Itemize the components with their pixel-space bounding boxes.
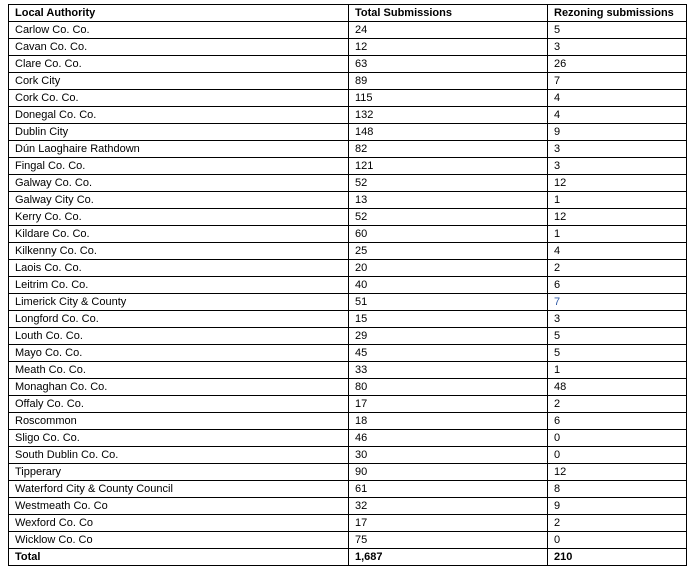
total-submissions-cell: 30 xyxy=(349,447,548,464)
total-submissions-cell: 13 xyxy=(349,192,548,209)
total-label: Total xyxy=(9,549,349,566)
header-local-authority: Local Authority xyxy=(9,5,349,22)
total-submissions-cell: 60 xyxy=(349,226,548,243)
table-row xyxy=(9,158,687,175)
table-row xyxy=(9,175,687,192)
total-submissions-cell: 75 xyxy=(349,532,548,549)
table-row xyxy=(9,464,687,481)
total-submissions-cell: 52 xyxy=(349,175,548,192)
table-edge-mark xyxy=(686,38,687,54)
table-row xyxy=(9,532,687,549)
total-submissions-cell: 46 xyxy=(349,430,548,447)
rezoning-submissions-cell: 0 xyxy=(548,447,687,464)
table-row xyxy=(9,311,687,328)
table-row xyxy=(9,362,687,379)
rezoning-submissions-cell: 5 xyxy=(548,345,687,362)
total-submissions-cell: 17 xyxy=(349,396,548,413)
rezoning-submissions-cell: 1 xyxy=(548,226,687,243)
table-row xyxy=(9,294,687,311)
total-submissions-cell: 82 xyxy=(349,141,548,158)
rezoning-submissions-cell: 9 xyxy=(548,498,687,515)
local-authority-cell: Clare Co. Co. xyxy=(9,56,349,73)
table-row xyxy=(9,73,687,90)
local-authority-cell: Galway Co. Co. xyxy=(9,175,349,192)
rezoning-submissions-cell: 2 xyxy=(548,396,687,413)
rezoning-submissions-cell: 6 xyxy=(548,277,687,294)
total-submissions-cell: 29 xyxy=(349,328,548,345)
rezoning-submissions-cell: 1 xyxy=(548,192,687,209)
total-submissions-cell: 89 xyxy=(349,73,548,90)
rezoning-submissions-cell: 12 xyxy=(548,175,687,192)
table-row xyxy=(9,22,687,39)
rezoning-submissions-cell: 48 xyxy=(548,379,687,396)
local-authority-cell: Laois Co. Co. xyxy=(9,260,349,277)
local-authority-cell: Sligo Co. Co. xyxy=(9,430,349,447)
local-authority-cell: Westmeath Co. Co xyxy=(9,498,349,515)
table-row xyxy=(9,481,687,498)
total-submissions-cell: 20 xyxy=(349,260,548,277)
total-row xyxy=(9,549,687,566)
total-submissions-cell: 45 xyxy=(349,345,548,362)
rezoning-submissions-cell: 8 xyxy=(548,481,687,498)
rezoning-submissions-cell: 3 xyxy=(548,39,687,56)
local-authority-cell: Monaghan Co. Co. xyxy=(9,379,349,396)
total-submissions-cell: 18 xyxy=(349,413,548,430)
total-submissions-cell: 90 xyxy=(349,464,548,481)
table-row xyxy=(9,260,687,277)
total-submissions-cell: 115 xyxy=(349,90,548,107)
local-authority-cell: South Dublin Co. Co. xyxy=(9,447,349,464)
table-row xyxy=(9,430,687,447)
total-submissions-cell: 33 xyxy=(349,362,548,379)
total-submissions-cell: 132 xyxy=(349,107,548,124)
table-body xyxy=(9,22,687,549)
table-row xyxy=(9,141,687,158)
table-row xyxy=(9,498,687,515)
rezoning-submissions-cell: 4 xyxy=(548,107,687,124)
total-submissions-cell: 17 xyxy=(349,515,548,532)
total-submissions-cell: 51 xyxy=(349,294,548,311)
table-row xyxy=(9,447,687,464)
submissions-table xyxy=(8,4,687,566)
rezoning-submissions-cell: 0 xyxy=(548,532,687,549)
local-authority-cell: Donegal Co. Co. xyxy=(9,107,349,124)
local-authority-cell: Mayo Co. Co. xyxy=(9,345,349,362)
local-authority-cell: Cork City xyxy=(9,73,349,90)
rezoning-submissions-cell: 7 xyxy=(548,294,687,311)
local-authority-cell: Tipperary xyxy=(9,464,349,481)
table-row xyxy=(9,39,687,56)
total-submissions-cell: 25 xyxy=(349,243,548,260)
rezoning-submissions-cell: 2 xyxy=(548,515,687,532)
local-authority-cell: Waterford City & County Council xyxy=(9,481,349,498)
local-authority-cell: Louth Co. Co. xyxy=(9,328,349,345)
table-row xyxy=(9,243,687,260)
table-row xyxy=(9,192,687,209)
rezoning-submissions-cell: 7 xyxy=(548,73,687,90)
rezoning-submissions-cell: 12 xyxy=(548,464,687,481)
rezoning-submissions-cell: 1 xyxy=(548,362,687,379)
table-row xyxy=(9,379,687,396)
rezoning-submissions-cell: 2 xyxy=(548,260,687,277)
total-submissions-cell: 15 xyxy=(349,311,548,328)
table-row xyxy=(9,345,687,362)
rezoning-submissions-cell: 3 xyxy=(548,141,687,158)
local-authority-cell: Cavan Co. Co. xyxy=(9,39,349,56)
table-row xyxy=(9,90,687,107)
table-row xyxy=(9,515,687,532)
total-submissions-cell: 32 xyxy=(349,498,548,515)
rezoning-submissions-cell: 12 xyxy=(548,209,687,226)
header-row xyxy=(9,5,687,22)
table-row xyxy=(9,209,687,226)
local-authority-cell: Cork Co. Co. xyxy=(9,90,349,107)
local-authority-cell: Offaly Co. Co. xyxy=(9,396,349,413)
local-authority-cell: Galway City Co. xyxy=(9,192,349,209)
rezoning-submissions-cell: 0 xyxy=(548,430,687,447)
table-row xyxy=(9,413,687,430)
rezoning-submissions-cell: 5 xyxy=(548,328,687,345)
total-submissions-cell: 148 xyxy=(349,124,548,141)
local-authority-cell: Kilkenny Co. Co. xyxy=(9,243,349,260)
rezoning-submissions-cell: 4 xyxy=(548,243,687,260)
local-authority-cell: Meath Co. Co. xyxy=(9,362,349,379)
total-submissions-cell: 52 xyxy=(349,209,548,226)
local-authority-cell: Kerry Co. Co. xyxy=(9,209,349,226)
local-authority-cell: Kildare Co. Co. xyxy=(9,226,349,243)
table-row xyxy=(9,56,687,73)
total-submissions-cell: 121 xyxy=(349,158,548,175)
local-authority-cell: Fingal Co. Co. xyxy=(9,158,349,175)
total-rezoning: 210 xyxy=(548,549,687,566)
table-row xyxy=(9,226,687,243)
total-submissions-cell: 24 xyxy=(349,22,548,39)
header-total-submissions: Total Submissions xyxy=(349,5,548,22)
local-authority-cell: Roscommon xyxy=(9,413,349,430)
rezoning-submissions-cell: 6 xyxy=(548,413,687,430)
rezoning-submissions-cell: 5 xyxy=(548,22,687,39)
local-authority-cell: Longford Co. Co. xyxy=(9,311,349,328)
rezoning-submissions-cell: 4 xyxy=(548,90,687,107)
local-authority-cell: Dún Laoghaire Rathdown xyxy=(9,141,349,158)
local-authority-cell: Carlow Co. Co. xyxy=(9,22,349,39)
total-submissions-cell: 12 xyxy=(349,39,548,56)
total-submissions-cell: 63 xyxy=(349,56,548,73)
local-authority-cell: Wexford Co. Co xyxy=(9,515,349,532)
rezoning-submissions-cell: 3 xyxy=(548,311,687,328)
header-rezoning-submissions: Rezoning submissions xyxy=(548,5,687,22)
total-submissions: 1,687 xyxy=(349,549,548,566)
table-row xyxy=(9,107,687,124)
total-submissions-cell: 40 xyxy=(349,277,548,294)
local-authority-cell: Dublin City xyxy=(9,124,349,141)
table-row xyxy=(9,277,687,294)
local-authority-cell: Limerick City & County xyxy=(9,294,349,311)
total-submissions-cell: 80 xyxy=(349,379,548,396)
local-authority-cell: Leitrim Co. Co. xyxy=(9,277,349,294)
local-authority-cell: Wicklow Co. Co xyxy=(9,532,349,549)
table-row xyxy=(9,124,687,141)
rezoning-submissions-cell: 26 xyxy=(548,56,687,73)
rezoning-submissions-cell: 3 xyxy=(548,158,687,175)
rezoning-submissions-cell: 9 xyxy=(548,124,687,141)
total-submissions-cell: 61 xyxy=(349,481,548,498)
table-row xyxy=(9,396,687,413)
table-row xyxy=(9,328,687,345)
